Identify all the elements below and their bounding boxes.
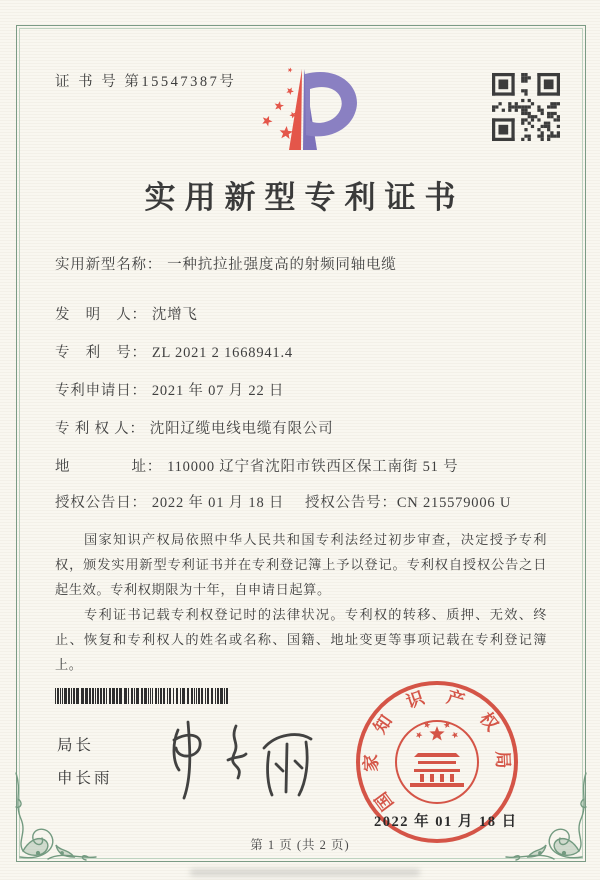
field-row-name <box>55 253 397 274</box>
field-label: 实用新型名称： <box>55 257 163 273</box>
director-signature-icon <box>148 700 323 805</box>
body-paragraph-1: 国家知识产权局依照中华人民共和国专利法经过初步审查，决定授予专利权，颁发实用新型专利证书并在专利登记簿上予以登记。专利权自授权公告之日起生效。专利权期限为十年，自申请日起算。 <box>55 532 547 597</box>
seal-emblem-gate <box>410 753 464 787</box>
field-row-grant-number <box>305 491 511 512</box>
field-value: 2021 年 07 月 22 日 <box>151 383 285 399</box>
field-row-inventor <box>55 303 198 324</box>
field-row-filing-date <box>55 379 284 400</box>
field-label: 地 址： <box>55 459 163 475</box>
body-paragraph-2: 专利证书记载专利权登记时的法律状况。专利权的转移、质押、无效、终止、恢复和专利权人的姓名或名称、国籍、地址变更等事项记载在专利登记簿上。 <box>55 607 547 672</box>
field-value: ZL 2021 2 1668941.4 <box>151 345 293 361</box>
certificate-number: 证 书 号 第15547387号 <box>55 74 237 90</box>
field-label: 专利申请日： <box>55 383 147 399</box>
qr-code <box>492 73 560 141</box>
field-label: 专 利 权 人： <box>55 421 145 437</box>
seal-date: 2022 年 01 月 18 日 <box>374 814 518 830</box>
field-value: 2022 年 01 月 18 日 <box>151 495 285 511</box>
page-footer: 第 1 页 (共 2 页) <box>250 838 350 852</box>
director-title: 局长 <box>57 737 95 754</box>
legal-text <box>55 527 547 677</box>
field-row-address <box>55 455 458 476</box>
field-label: 授权公告号： <box>305 495 397 511</box>
field-value: 110000 辽宁省沈阳市铁西区保工南街 51 号 <box>167 459 459 475</box>
field-label: 专 利 号： <box>55 345 147 361</box>
field-value: CN 215579006 U <box>396 495 512 511</box>
certificate-title: 实用新型专利证书 <box>144 180 465 215</box>
field-value: 沈阳辽缆电线电缆有限公司 <box>149 421 334 437</box>
field-row-patent-no <box>55 341 293 362</box>
director-name: 申长雨 <box>57 770 113 787</box>
field-row-grant-date <box>55 491 284 512</box>
field-value: 一种抗拉扯强度高的射频同轴电缆 <box>167 257 397 273</box>
field-label: 发 明 人： <box>55 307 147 323</box>
field-value: 沈增飞 <box>151 307 198 323</box>
corner-ornament-left-icon <box>12 769 108 865</box>
field-label: 授权公告日： <box>55 495 147 511</box>
field-row-patentee <box>55 417 333 438</box>
seal-ring-text: 国家知识产权局 <box>360 686 514 815</box>
next-page-ghost-text <box>190 869 420 876</box>
cnipa-logo-icon <box>240 60 365 165</box>
